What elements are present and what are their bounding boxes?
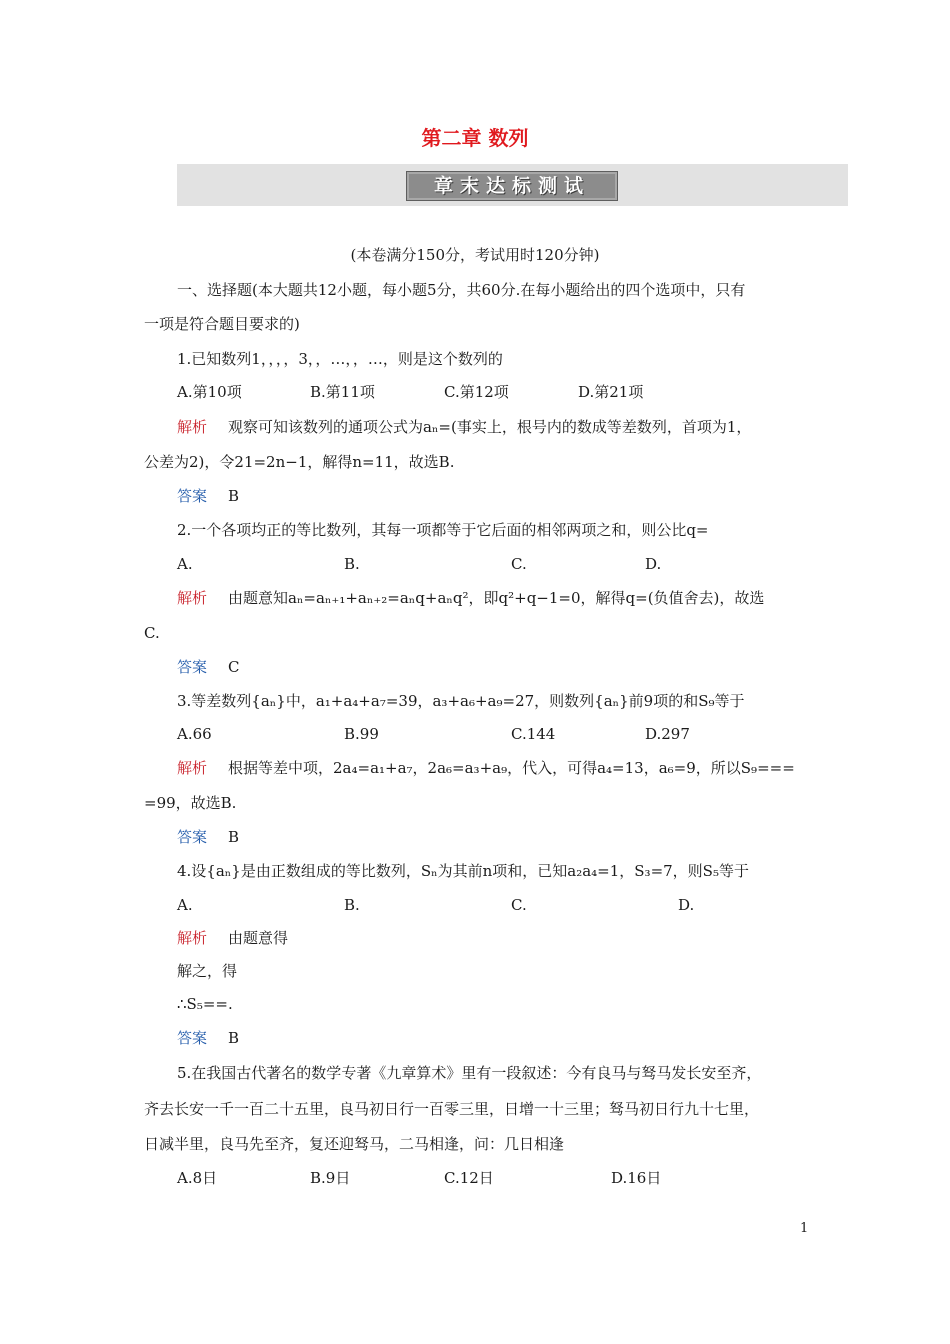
q1-option-c: C.第12项 xyxy=(444,383,509,401)
q3-option-b: B.99 xyxy=(344,725,379,743)
q4-option-a: A. xyxy=(177,896,193,914)
exam-subtitle: (本卷满分150分，考试用时120分钟) xyxy=(350,246,600,264)
q2-option-c: C. xyxy=(511,555,527,573)
document-page: 第二章 数列 章末达标测试 (本卷满分150分，考试用时120分钟) 一、选择题(本大题共12小题，每小题5分，共60分.在每小题给出的四个选项中，只有 一项是符合题目要求的) 1.已知数列1，，，，3，，…，，…，则是这个数列的 A.第10项 B.第11项 C.第12项 D.第21项 解析 观察可知该数列的通项公式为aₙ=(事实上，根号内的数成等差数列，首项为1， 公差为2)，令21=2n−1，解得n=11，故选B. 答案 B 2.一个各项均正的等比数列，其每一项都等于它后面的相邻两项之和，则公比q= A. B. C. D. 解析 由题意知aₙ=aₙ₊₁+aₙ₊₂=aₙq+aₙq²，即q²+q−1=0，解得q=(负值舍去)，故选 C. 答案 C 3.等差数列{aₙ}中，a₁+a₄+a₇=39，a₃+a₆+a₉=27，则数列{aₙ}前9项的和S₉等于 A.66 B.99 C.144 D.297 解析 根据等差中项，2a₄=a₁+a₇，2a₆=a₃+a₉，代入，可得a₄=13，a₆=9，所以S₉=== =99，故选B. 答案 B 4.设{aₙ}是由正数组成的等比数列，Sₙ为其前n项和，已知a₂a₄=1，S₃=7，则S₅等于 A. B. C. D. 解析 由题意得 解之，得 ∴S₅==. 答案 B 5.在我国古代著名的数学专著《九章算术》里有一段叙述：今有良马与驽马发长安至齐， 齐去长安一千一百二十五里，良马初日行一百零三里，日增一十三里；驽马初日行九十七里， 日减半里，良马先至齐，复还迎驽马，二马相逢，问：几日相逢 A.8日 B.9日 C.12日 D.16日 1 xyxy=(0,0,950,1344)
q2-option-d: D. xyxy=(645,555,662,573)
q5-option-c: C.12日 xyxy=(444,1169,494,1187)
q5-option-d: D.16日 xyxy=(611,1169,662,1187)
page-number: 1 xyxy=(800,1221,809,1236)
q3-option-c: C.144 xyxy=(511,725,556,743)
chapter-title: 第二章 数列 xyxy=(421,126,529,150)
answer-label: 答案 xyxy=(177,828,208,846)
analysis-label: 解析 xyxy=(177,418,208,436)
q4-option-c: C. xyxy=(511,896,527,914)
q2-option-b: B. xyxy=(344,555,360,573)
q3-option-a: A.66 xyxy=(177,725,212,743)
q1-option-b: B.第11项 xyxy=(310,383,375,401)
analysis-label: 解析 xyxy=(177,929,208,947)
answer-label: 答案 xyxy=(177,658,208,676)
q1-option-d: D.第21项 xyxy=(578,383,644,401)
q1-option-a: A.第10项 xyxy=(177,383,242,401)
q2-option-a: A. xyxy=(177,555,193,573)
section-banner xyxy=(177,164,848,206)
analysis-label: 解析 xyxy=(177,589,208,607)
answer-label: 答案 xyxy=(177,1029,208,1047)
answer-label: 答案 xyxy=(177,487,208,505)
q3-option-d: D.297 xyxy=(645,725,690,743)
q4-option-d: D. xyxy=(678,896,695,914)
banner-label: 章末达标测试 xyxy=(406,171,618,201)
analysis-label: 解析 xyxy=(177,759,208,777)
q4-option-b: B. xyxy=(344,896,360,914)
q5-option-a: A.8日 xyxy=(177,1169,218,1187)
q5-option-b: B.9日 xyxy=(310,1169,351,1187)
